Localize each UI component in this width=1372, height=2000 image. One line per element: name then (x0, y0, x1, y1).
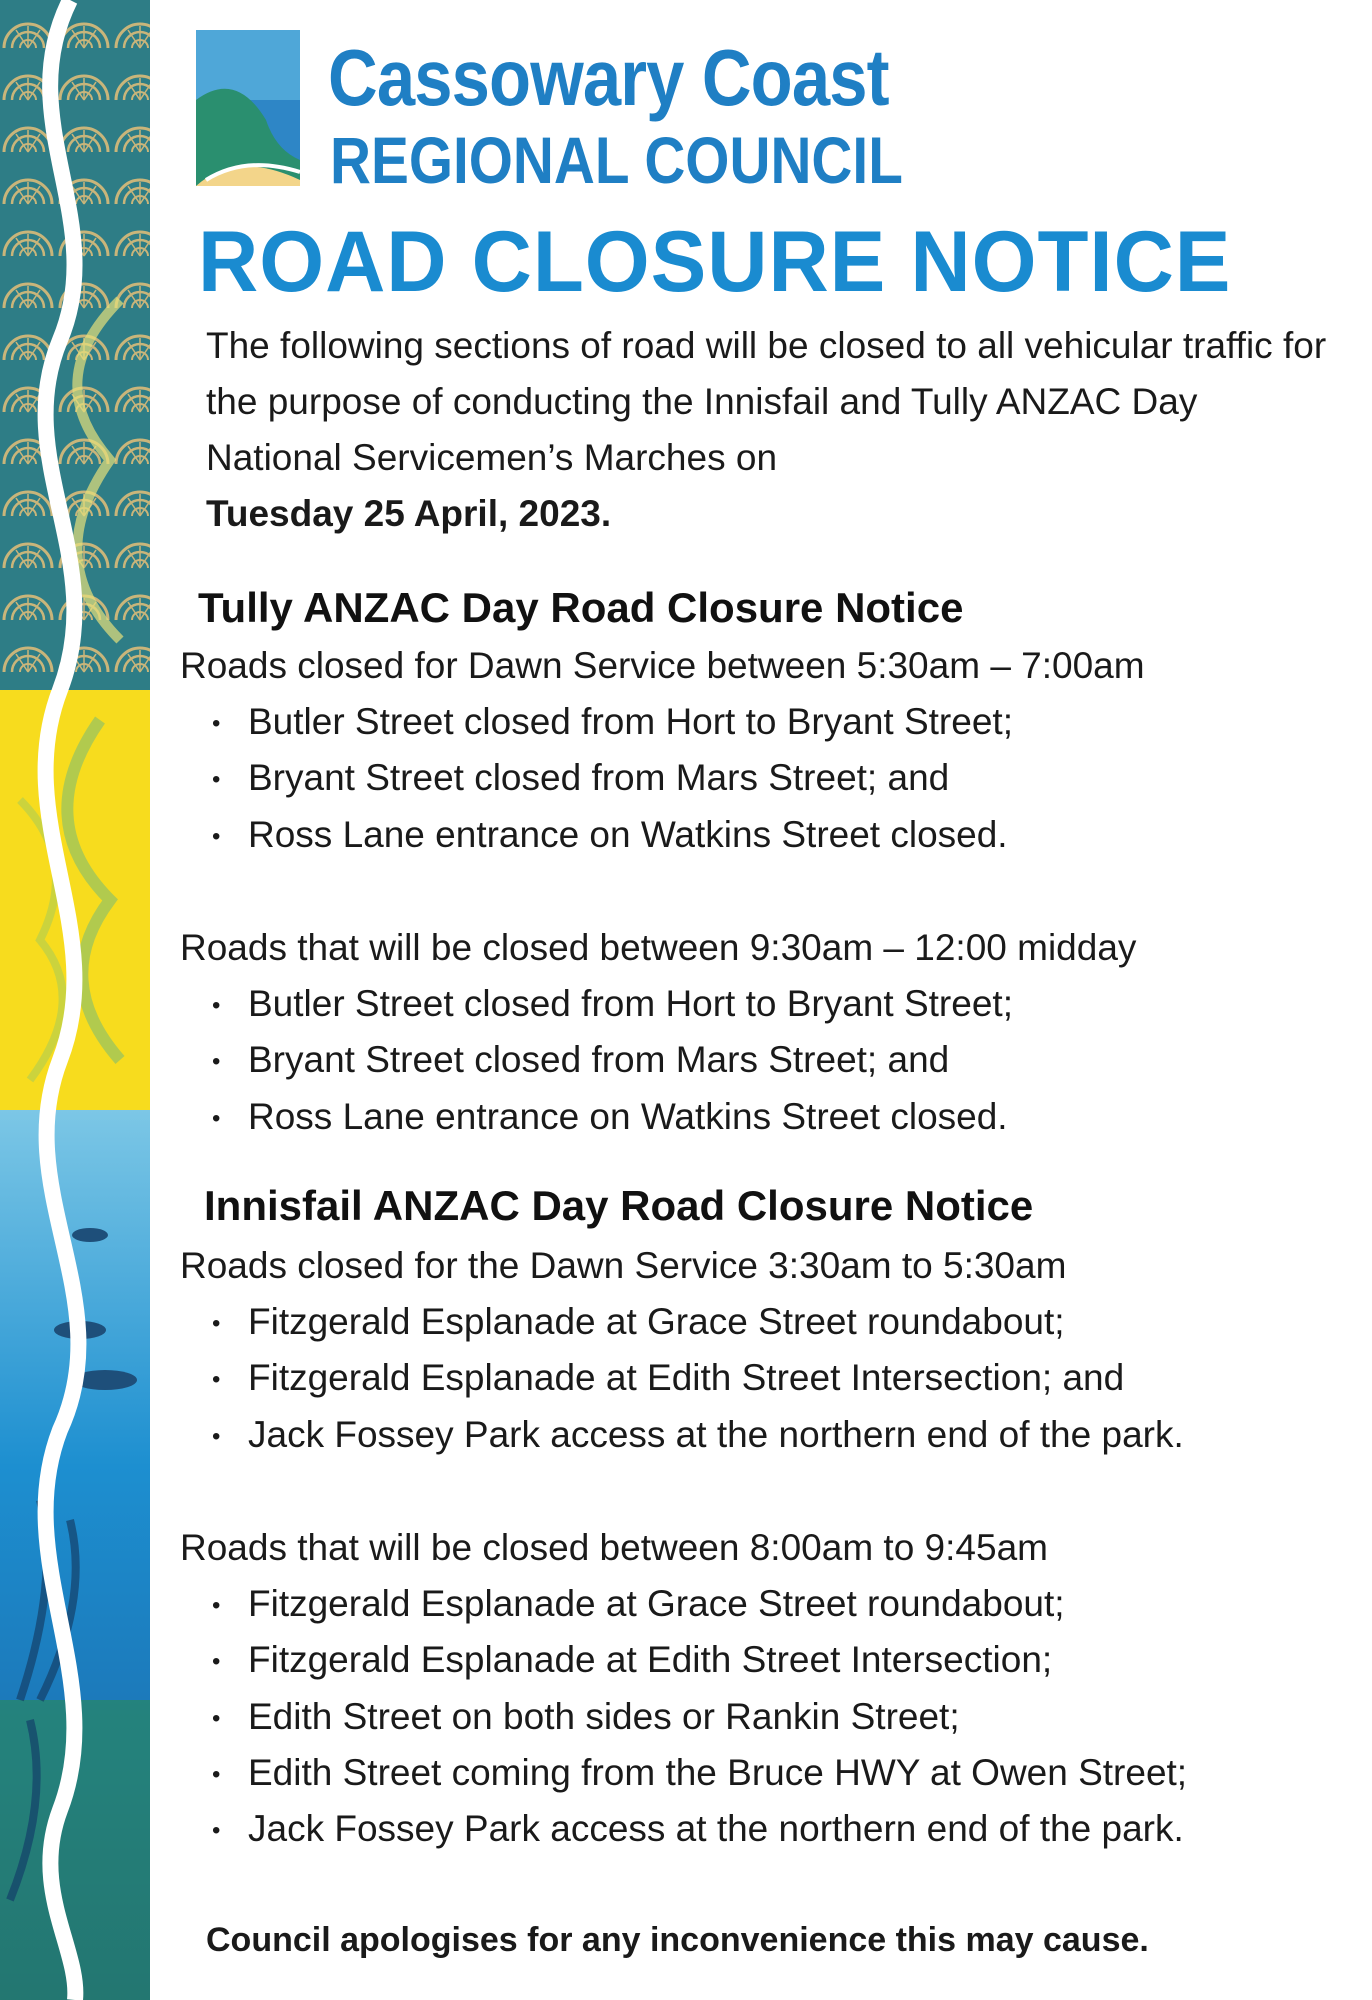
list-item: • Bryant Street closed from Mars Street; and (210, 750, 1013, 806)
council-logo (196, 30, 982, 197)
innisfail-section-title: Innisfail ANZAC Day Road Closure Notice (204, 1182, 1034, 1229)
decorative-side-strip (0, 0, 150, 2000)
innisfail-dawn-list (210, 1294, 1184, 1463)
tully-dawn-lead: Roads closed for Dawn Service between 5:30am – 7:00am (180, 645, 1145, 686)
list-item: • Jack Fossey Park access at the northern end of the park. (210, 1801, 1187, 1857)
intro-date: Tuesday 25 April, 2023. (206, 493, 612, 534)
tully-day-list (210, 976, 1013, 1145)
tully-day-lead: Roads that will be closed between 9:30am – 12:00 midday (180, 927, 1137, 968)
innisfail-day-list (210, 1576, 1187, 1857)
tully-dawn-list (210, 694, 1013, 863)
list-item: • Edith Street on both sides or Rankin Street; (210, 1689, 1187, 1745)
list-item: • Ross Lane entrance on Watkins Street closed. (210, 807, 1013, 863)
innisfail-day-lead: Roads that will be closed between 8:00am to 9:45am (180, 1527, 1048, 1568)
cassowary-coast-logo-icon (196, 30, 300, 186)
list-item: • Fitzgerald Esplanade at Edith Street Intersection; (210, 1632, 1187, 1688)
list-item: • Fitzgerald Esplanade at Grace Street roundabout; (210, 1294, 1184, 1350)
list-item: • Jack Fossey Park access at the northern end of the park. (210, 1407, 1184, 1463)
logo-text-line2: REGIONAL COUNCIL (330, 123, 903, 197)
list-item: • Fitzgerald Esplanade at Grace Street roundabout; (210, 1576, 1187, 1632)
intro-paragraph (206, 318, 1336, 542)
intro-text: The following sections of road will be closed to all vehicular traffic for the purpose of conducting the Innisfail and Tully ANZAC Day National Servicemen’s Marches on (206, 325, 1327, 478)
tully-section-title: Tully ANZAC Day Road Closure Notice (198, 584, 964, 631)
list-item: • Butler Street closed from Hort to Bryant Street; (210, 694, 1013, 750)
footer-apology: Council apologises for any inconvenience this may cause. (206, 1921, 1149, 1959)
list-item: • Ross Lane entrance on Watkins Street closed. (210, 1089, 1013, 1145)
page-title: ROAD CLOSURE NOTICE (198, 214, 1232, 310)
list-item: • Edith Street coming from the Bruce HWY at Owen Street; (210, 1745, 1187, 1801)
list-item: • Butler Street closed from Hort to Bryant Street; (210, 976, 1013, 1032)
list-item: • Fitzgerald Esplanade at Edith Street Intersection; and (210, 1350, 1184, 1406)
innisfail-dawn-lead: Roads closed for the Dawn Service 3:30am to 5:30am (180, 1245, 1067, 1286)
logo-text-line1: Cassowary Coast (328, 33, 889, 122)
list-item: • Bryant Street closed from Mars Street; and (210, 1032, 1013, 1088)
